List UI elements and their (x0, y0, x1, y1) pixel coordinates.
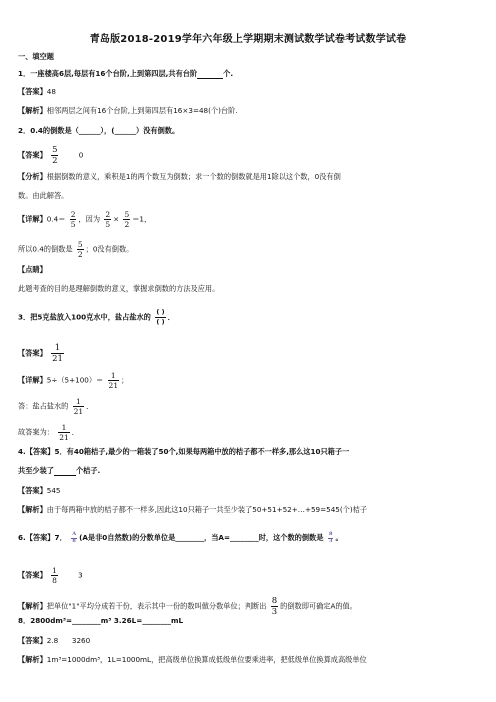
answer-label: 【答案】 (18, 87, 47, 96)
answer-value-2: 0 (78, 150, 84, 160)
answer-line (18, 343, 66, 364)
section-heading: 一、填空题 (18, 52, 54, 61)
question-7 (18, 532, 343, 544)
analysis-continued: 数。由此解答。 (18, 191, 69, 200)
conclusion-text: 所以0.4的倒数是 (18, 244, 73, 254)
explanation-text: 相邻两层之间有16个台阶,上到第四层有16×3=48(个)台阶. (46, 106, 238, 115)
explanation-text: 把单位"1"平均分成若干份，表示其中一份的数叫做分数单位；判断出 (46, 601, 267, 611)
question-tail: ． (167, 312, 175, 322)
explanation-label: 【解析】 (18, 655, 47, 664)
detail-text: 5÷（5+100）＝ (46, 375, 104, 385)
fraction: $\frac{1}{21}$ (59, 423, 69, 442)
answer-fraction: $\frac{1}{8}$ (52, 566, 57, 585)
question-tail: 个. (223, 69, 234, 78)
question-4-continued (18, 466, 100, 476)
question-text: 3．把5克盐放入100克水中，盐占盐水的 (18, 312, 151, 322)
detail-line (18, 371, 128, 390)
answer-sentence-tail: ． (86, 401, 94, 411)
answer-label: 【答案】 (18, 348, 47, 358)
question-tail: 。 (335, 533, 343, 542)
explanation-label: 【解析】 (18, 505, 47, 514)
final-answer-text: 故答案为： (18, 427, 54, 437)
detail-line (18, 210, 151, 229)
question-1 (18, 69, 233, 79)
explanation-line (18, 655, 367, 665)
question-8: 8．2800dm³=________m³ 3.26L=________mL (18, 616, 184, 625)
answer-value-2: 3 (78, 570, 83, 580)
answer-label: 【答案】 (18, 636, 47, 645)
times-sign: × (113, 214, 120, 224)
note-text: 此题考查的目的是理解倒数的意义，掌握求倒数的方法及应用。 (18, 284, 220, 293)
explanation-line (18, 596, 357, 617)
explanation-line (18, 505, 367, 515)
page-title: 青岛版2018-2019学年六年级上学期期末测试数学试卷考试数学试卷 (89, 34, 407, 45)
conclusion-line (18, 240, 133, 259)
answer-label: 【答案】 (18, 486, 47, 495)
answer-sentence (18, 397, 93, 416)
explanation-label: 【解析】 (18, 106, 47, 115)
answer-blank (54, 467, 76, 476)
question-text: 共至少装了 (18, 466, 54, 475)
analysis-text: 根据倒数的意义，乘积是1的两个数互为倒数；求一个数的倒数就是用1除以这个数，0没有倒 (46, 172, 341, 181)
fraction: $\frac{1}{21}$ (73, 397, 84, 416)
question-4: 4.【答案】5．有40箱桔子,最少的一箱装了50个,如果每两箱中放的桔子都不一样多,那么这10只箱子一 (18, 447, 350, 456)
answer-value: 48 (46, 87, 56, 96)
detail-text: 0.4＝ (46, 214, 66, 224)
question-2: 2．0.4的倒数是（______），(______）没有倒数。 (18, 126, 180, 135)
question-tail: 个桔子. (75, 466, 101, 475)
detail-label: 【详解】 (18, 375, 47, 385)
question-3 (18, 308, 175, 327)
explanation-text: 由于每两箱中放的桔子都不一样多,因此这10只箱子一共至少装了50+51+52+…+59=545(个)桔子 (46, 505, 368, 514)
answer-value: 545 (46, 486, 61, 495)
conclusion-text: ；0没有倒数。 (85, 244, 134, 254)
answer-sentence-text: 答：盐占盐水的 (18, 401, 69, 411)
answer-fraction: $\frac{5}{2}$ (52, 145, 58, 166)
detail-label: 【详解】 (18, 214, 47, 224)
detail-tail: ； (121, 375, 129, 385)
final-answer-line (18, 423, 79, 442)
explanation-label: 【解析】 (18, 601, 47, 611)
fraction-small: $\frac{A}{8}$ (72, 531, 77, 544)
fraction: $\frac{5}{2}$ (124, 210, 130, 229)
question-fraction: $\frac{( )}{( )}$ (156, 308, 165, 326)
answer-line (18, 636, 90, 646)
answer-line (18, 566, 83, 585)
question-prefix: 6.【答案】7． (18, 533, 67, 542)
answer-line (18, 145, 83, 166)
analysis-label: 【分析】 (18, 172, 47, 181)
final-answer-tail: ． (71, 427, 79, 437)
question-text: 1．一座楼高6层,每层有16个台阶,上到第四层,共有台阶 (18, 69, 198, 78)
fraction: $\frac{2}{5}$ (105, 210, 111, 229)
answer-line (18, 486, 60, 496)
explanation-text: 的倒数即可确定A的值。 (280, 601, 357, 611)
fraction: $\frac{2}{5}$ (70, 210, 76, 229)
fraction: $\frac{8}{3}$ (271, 596, 278, 617)
explanation-text: 1m³=1000dm³，1L=1000mL，把高级单位换算成低级单位要乘进率，把低级单位换算成高级单位 (46, 655, 367, 664)
detail-text: ＝1， (132, 214, 152, 224)
answer-fraction: $\frac{1}{21}$ (52, 343, 63, 364)
answer-label: 【答案】 (18, 150, 47, 160)
answer-value: 2.8 3260 (46, 636, 91, 645)
note-label: 【点睛】 (18, 265, 47, 274)
detail-text: ，因为 (78, 214, 101, 224)
answer-blank (197, 70, 223, 79)
question-text: (A是非0自然数)的分数单位是________，当A=________时，这个数的倒数是 (79, 533, 324, 542)
fraction-small: $\frac{8}{3}$ (328, 531, 333, 544)
explanation-line (18, 106, 238, 116)
answer-label: 【答案】 (18, 570, 47, 580)
answer-line (18, 87, 56, 97)
fraction: $\frac{5}{2}$ (77, 240, 83, 259)
fraction: $\frac{1}{21}$ (108, 371, 119, 390)
analysis-line (18, 172, 341, 182)
